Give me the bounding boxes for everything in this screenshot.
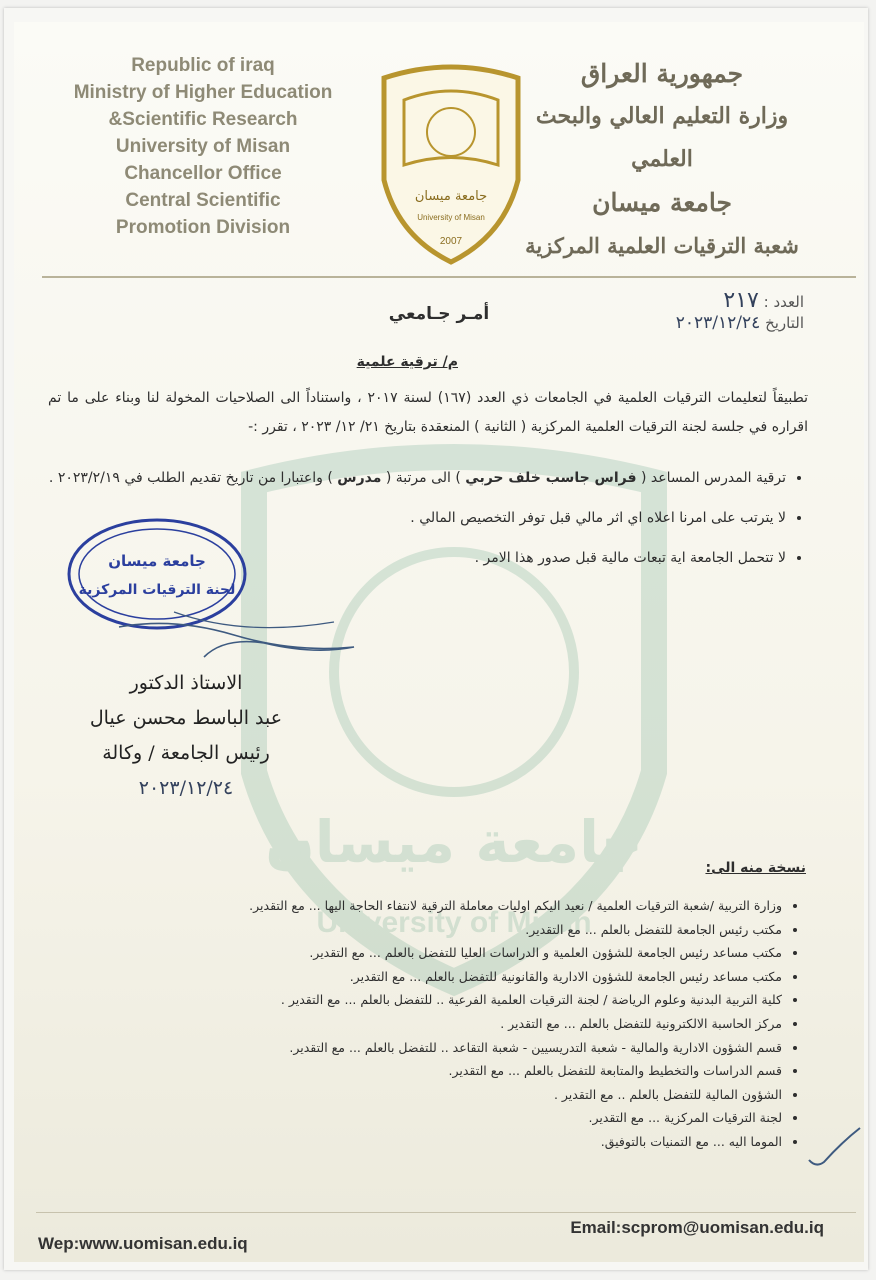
header-en-line: Central Scientific bbox=[125, 190, 281, 211]
header-ar-line: شعبة الترقيات العلمية المركزية bbox=[525, 233, 799, 258]
copy-to-item: • لجنة الترقيات المركزية ... مع التقدير. bbox=[82, 1106, 782, 1130]
copy-to-list bbox=[82, 894, 804, 1154]
decision-item: • لا يترتب على امرنا اعلاه اي اثر مالي قبل توفر التخصيص المالي . bbox=[26, 502, 786, 534]
signer-title: الاستاذ الدكتور bbox=[129, 672, 243, 694]
document-subject: م/ ترقية علمية bbox=[356, 354, 458, 370]
signature-scribble bbox=[114, 607, 394, 667]
document-body: تطبيقاً لتعليمات الترقيات العلمية في الجامعات ذي العدد (١٦٧) لسنة ٢٠١٧ ، واستناداً الى الصلاحيات المخولة لنا وبناء على ما تم اقراره في جلسة لجنة الترقيات العلمية المركزية ( الثانية ) المنعقدة بتاريخ ٢١/ ١٢/ ٢٠٢٣ ، تقرر :- bbox=[48, 390, 808, 435]
seal-year: 2007 bbox=[439, 236, 463, 247]
promoted-name: فراس جاسب خلف حربي bbox=[465, 470, 637, 486]
reference-number: ٢١٧ bbox=[723, 288, 759, 313]
header-arabic bbox=[522, 52, 802, 267]
copy-to-item: • وزارة التربية /شعبة الترقيات العلمية / نعيد اليكم اوليات معاملة الترقية لانتفاء الحاجة اليها ... مع التقدير. bbox=[82, 894, 782, 918]
university-seal-logo bbox=[376, 60, 526, 265]
copy-to-item: • كلية التربية البدنية وعلوم الرياضة / لجنة الترقيات العلمية الفرعية .. للتفضل بالعلم ... مع التقدير . bbox=[82, 988, 782, 1012]
header-en-line: Promotion Division bbox=[115, 217, 291, 238]
header-ar-line: جامعة ميسان bbox=[592, 188, 732, 217]
reference-date: ٢٠٢٣/١٢/٢٤ bbox=[675, 313, 761, 333]
footer-email: Email:scprom@uomisan.edu.iq bbox=[570, 1218, 824, 1237]
reference-number-label: العدد : bbox=[763, 293, 804, 311]
decision-text: ترقية المدرس المساعد ( bbox=[640, 470, 786, 486]
stamp-line-1: جامعة ميسان bbox=[108, 552, 206, 570]
stamp-line-2: لجنة الترقيات المركزية bbox=[78, 582, 236, 598]
seal-arabic-name: جامعة ميسان bbox=[414, 189, 488, 204]
footer-website: Wep:www.uomisan.edu.iq bbox=[38, 1234, 248, 1253]
document-page bbox=[14, 22, 864, 1262]
decision-text: ) الى مرتبة ( bbox=[385, 470, 461, 486]
document-title: أمـر جـامعي bbox=[388, 304, 490, 324]
header-divider bbox=[42, 276, 856, 278]
signer-block bbox=[56, 666, 316, 806]
decision-item bbox=[26, 462, 786, 494]
copy-to-item: • مكتب مساعد رئيس الجامعة للشؤون العلمية و الدراسات العليا للتفضل بالعلم ... مع التقدير. bbox=[82, 941, 782, 965]
header-english bbox=[38, 52, 368, 241]
header-en-line: Ministry of Higher Education bbox=[73, 82, 333, 103]
seal-english-name: University of Misan bbox=[417, 213, 485, 222]
copy-to-item: • مركز الحاسبة الالكترونية للتفضل بالعلم ... مع التقدير . bbox=[82, 1012, 782, 1036]
header-ar-line: وزارة التعليم العالي والبحث العلمي bbox=[535, 103, 789, 172]
header-en-line: University of Misan bbox=[115, 136, 291, 157]
check-mark-icon bbox=[804, 1122, 864, 1172]
copy-to-item: • قسم الشؤون الادارية والمالية - شعبة التدريسيين - شعبة التقاعد .. للتفضل بالعلم ... مع التقدير. bbox=[82, 1036, 782, 1060]
reference-date-label: التاريخ bbox=[765, 314, 804, 332]
header-en-line: Republic of iraq bbox=[131, 55, 275, 76]
header-ar-line: جمهورية العراق bbox=[580, 59, 744, 88]
header-en-line: &Scientific Research bbox=[108, 109, 298, 130]
header-en-line: Chancellor Office bbox=[124, 163, 282, 184]
footer-divider bbox=[36, 1212, 856, 1213]
copy-to-item: • مكتب رئيس الجامعة للتفضل بالعلم ... مع التقدير. bbox=[82, 918, 782, 942]
signer-date: ٢٠٢٣/١٢/٢٤ bbox=[138, 777, 234, 799]
copy-to-item: • الشؤون المالية للتفضل بالعلم .. مع التقدير . bbox=[82, 1083, 782, 1107]
signer-position: رئيس الجامعة / وكالة bbox=[102, 742, 270, 764]
decision-item: • لا تتحمل الجامعة اية تبعات مالية قبل صدور هذا الامر . bbox=[26, 542, 786, 574]
watermark-arabic: جامعة ميسان bbox=[265, 808, 643, 876]
document-frame bbox=[4, 8, 868, 1270]
copy-to-item: • الموما اليه ... مع التمنيات بالتوفيق. bbox=[82, 1130, 782, 1154]
copy-to-item: • قسم الدراسات والتخطيط والمتابعة للتفضل بالعلم ... مع التقدير. bbox=[82, 1059, 782, 1083]
signer-name: عبد الباسط محسن عيال bbox=[89, 707, 283, 729]
watermark-english: University of Misan bbox=[316, 906, 592, 939]
promoted-rank: مدرس bbox=[337, 470, 382, 486]
copy-to-heading: نسخة منه الى: bbox=[705, 860, 806, 876]
copy-to-item: • مكتب مساعد رئيس الجامعة للشؤون الادارية والقانونية للتفضل بالعلم ... مع التقدير. bbox=[82, 965, 782, 989]
decision-text: ) واعتبارا من تاريخ تقديم الطلب في ٢٠٢٣/٢/١٩ . bbox=[48, 470, 333, 486]
